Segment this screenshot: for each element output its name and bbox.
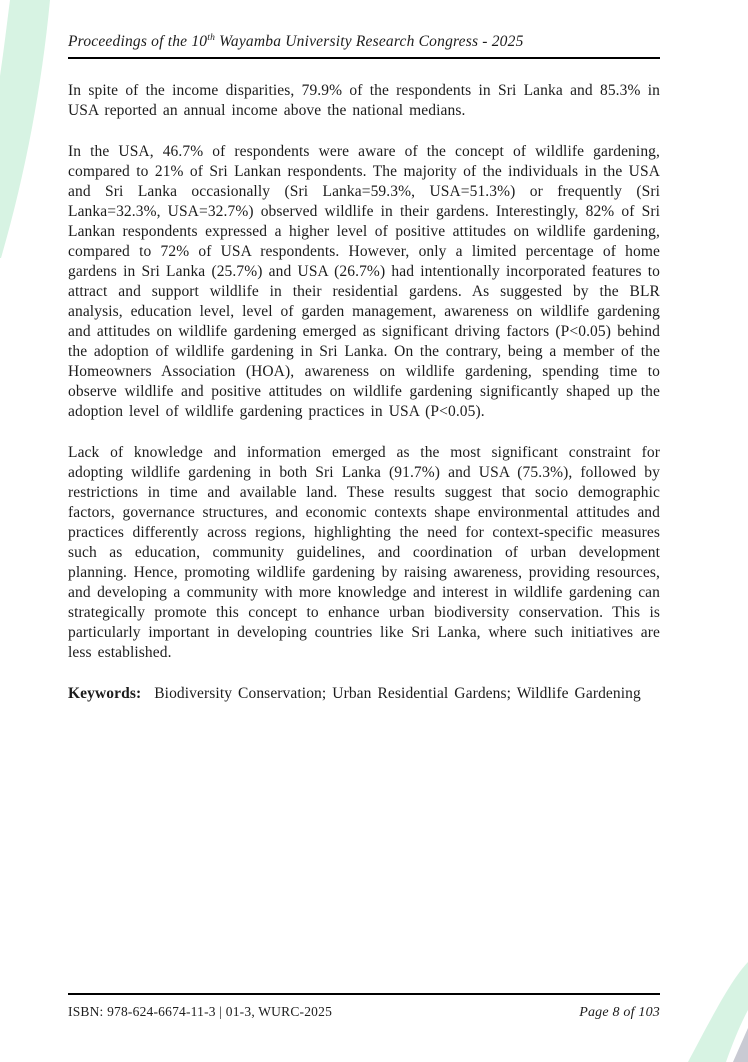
page-footer [68,993,660,1021]
keywords-line [68,684,660,704]
abstract-paragraph: Lack of knowledge and information emerged as the most significant constraint for adopting wildlife gardening in both Sri Lanka (91.7%) and USA (75.3%), followed by restrictions in time and available land. These results suggest that socio demographic factors, governance structures, and economic contexts shape environmental attitudes and practices differently across regions, highlighting the need for context-specific measures such as education, community guidelines, and coordination of urban development planning. Hence, promoting wildlife gardening by raising awareness, providing resources, and developing a community with more knowledge and interest in wildlife gardening can strategically promote this concept to enhance urban biodiversity conservation. This is particularly important in developing countries like Sri Lanka, where such initiatives are less established. [68,444,660,661]
page-header [68,33,660,59]
footer-isbn: ISBN: 978-624-6674-11-3 | 01-3, WURC-2025 [68,1004,333,1019]
abstract-paragraph: In spite of the income disparities, 79.9% of the respondents in Sri Lanka and 85.3% in USA reported an annual income above the national medians. [68,82,660,119]
abstract-paragraph: In the USA, 46.7% of respondents were aware of the concept of wildlife gardening, compared to 21% of Sri Lankan respondents. The majority of the individuals in the USA and Sri Lanka occasionally (Sri Lanka=59.3%, USA=51.3%) or frequently (Sri Lanka=32.3%, USA=32.7%) observed wildlife in their gardens. Interestingly, 82% of Sri Lankan respondents expressed a higher level of positive attitudes on wildlife gardening, compared to 72% of USA respondents. However, only a limited percentage of home gardens in Sri Lanka (25.7%) and USA (26.7%) had intentionally incorporated features to attract and support wildlife in their residential gardens. As suggested by the BLR analysis, education level, level of garden management, awareness on wildlife gardening and attitudes on wildlife gardening emerged as significant driving factors (P<0.05) behind the adoption of wildlife gardening in Sri Lanka. On the contrary, being a member of the Homeowners Association (HOA), awareness on wildlife gardening, spending time to observe wildlife and positive attitudes on wildlife gardening significantly shaped up the adoption level of wildlife gardening practices in USA (P<0.05). [68,143,660,420]
abstract-body [68,81,660,704]
header-title-suffix: Wayamba University Research Congress - 2025 [215,33,524,50]
keywords-label: Keywords: [68,685,142,702]
header-title-prefix: Proceedings of the 10 [68,33,208,50]
keywords-text: Biodiversity Conservation; Urban Residential Gardens; Wildlife Gardening [154,685,641,702]
header-title-superscript: th [207,31,216,43]
footer-page-indicator: Page 8 of 103 [579,1005,660,1020]
